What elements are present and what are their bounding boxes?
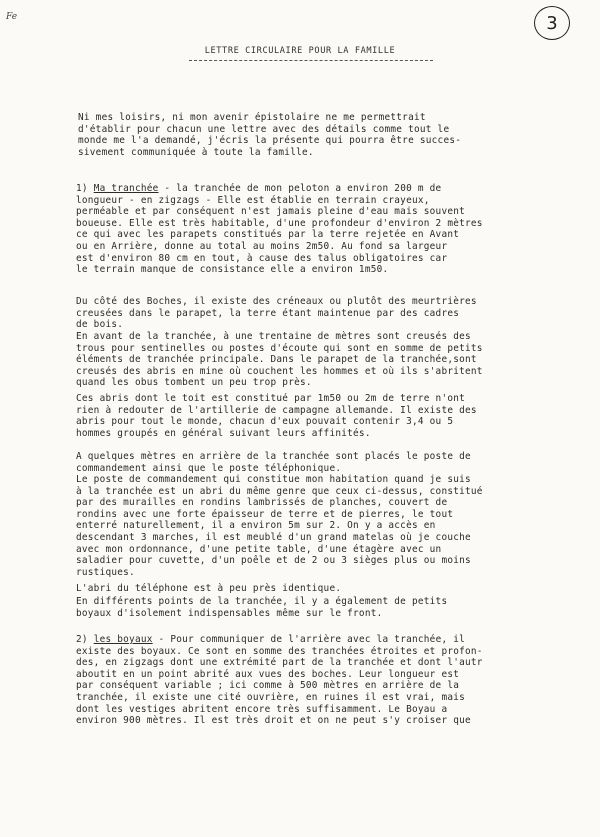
intro-paragraph: Ni mes loisirs, ni mon avenir épistolaire ne me permettrait d'établir pour chacun une lettre avec des détails comme tout le monde me l'a demandé, j'écris la présente qui pourra être succes- sivement communiquée à toute la famille. — [78, 112, 462, 158]
letter-title: LETTRE CIRCULAIRE POUR LA FAMILLE — [204, 46, 396, 56]
paragraph-command-post: A quelques mètres en arrière de la tranchée sont placés le poste de commandement ainsi que le poste téléphonique. — [76, 451, 471, 474]
page-number-circle — [534, 6, 570, 40]
page-number: 3 — [546, 12, 558, 34]
paragraph-shelters: Ces abris dont le toit est constitué par 1m50 ou 2m de terre n'ont rien à redouter de l'artillerie de campagne allemande. Il existe des abris pour tout le monde, chacun d'eux pouvait contenir 3,4 ou 5 hommes groupés en général suivant leurs affinités. — [76, 393, 477, 439]
paragraph-isolation-trenches: En différents points de la tranchée, il y a également de petits boyaux d'isolement indispensables même sur le front. — [76, 596, 448, 619]
section-2-body: existe des boyaux. Ce sont en somme des tranchées étroites et profon- des, en zigzags dont une extrémité part de la tranchée et dont l'autr aboutit en un point abrité aux vues des boches. Leur longueur est par conséquent variable ; ici comme à 500 mètres en arrière de la tranchée, il existe une cité ouvrière, en ruines il est vrai, mais dont les vestiges abritent encore très suffisamment. Le Boyau a environ 900 mètres. Il est très droit et on ne peut s'y croiser que — [76, 645, 483, 727]
section-1-heading: Ma tranchée — [93, 183, 159, 194]
section-2-first-line: - Pour communiquer de l'arrière avec la tranchée, il — [152, 634, 466, 645]
section-1-first-line: - la tranchée de mon peloton a environ 200 m de — [158, 183, 442, 194]
title-underline — [189, 60, 433, 61]
section-1-trench — [76, 183, 576, 276]
section-2-communication-trenches — [76, 634, 576, 727]
section-1-body: longueur - en zigzags - Elle est établie en terrain crayeux, perméable et par conséquent n'est jamais pleine d'eau mais souvent boueuse. Elle est très habitable, d'une profondeur d'environ 2 mètres ce qui avec les parapets constitués par la terre rejetée en Avant ou en Arrière, donne au total au moins 2m50. Au fond sa largeur est d'environ 80 cm en tout, à cause des talus obligatoires car le terrain manque de consistance elle a environ 1m50. — [76, 194, 483, 276]
section-1-number: 1) — [76, 183, 94, 194]
section-2-heading: les boyaux — [93, 634, 153, 645]
paragraph-phone-shelter: L'abri du téléphone est à peu près identique. — [76, 583, 342, 594]
section-2-number: 2) — [76, 634, 94, 645]
paragraph-command-post-detail: Le poste de commandement qui constitue mon habitation quand je suis à la tranchée est un abri du même genre que ceux ci-dessus, constitué par des murailles en rondins lambrissés de planches, couvert de rondins avec une forte épaisseur de terre et de pierres, le tout enterré naturellement, il a environ 5m sur 2. On y a accès en descendant 3 marches, il est meublé d'un grand matelas où je couche avec mon ordonnance, d'une petite table, d'une étagère avec un saladier pour cuvette, d'un poêle et de 2 ou 3 sièges plus ou moins rustiques. — [76, 474, 483, 578]
corner-handwritten-mark: Fe — [6, 12, 18, 22]
paragraph-forward-trench: En avant de la tranchée, à une trentaine de mètres sont creusés des trous pour sentinelles ou postes d'écoute qui sont en somme de petits éléments de tranchée principale. Dans le parapet de la tranchée,sont creusés des abris en mine où couchent les hommes et où ils s'abritent quand les obus tombent un peu trop près. — [76, 331, 483, 389]
paragraph-boches-side: Du côté des Boches, il existe des créneaux ou plutôt des meurtrières creusées dans le parapet, la terre étant maintenue par des cadres de bois. — [76, 296, 477, 331]
